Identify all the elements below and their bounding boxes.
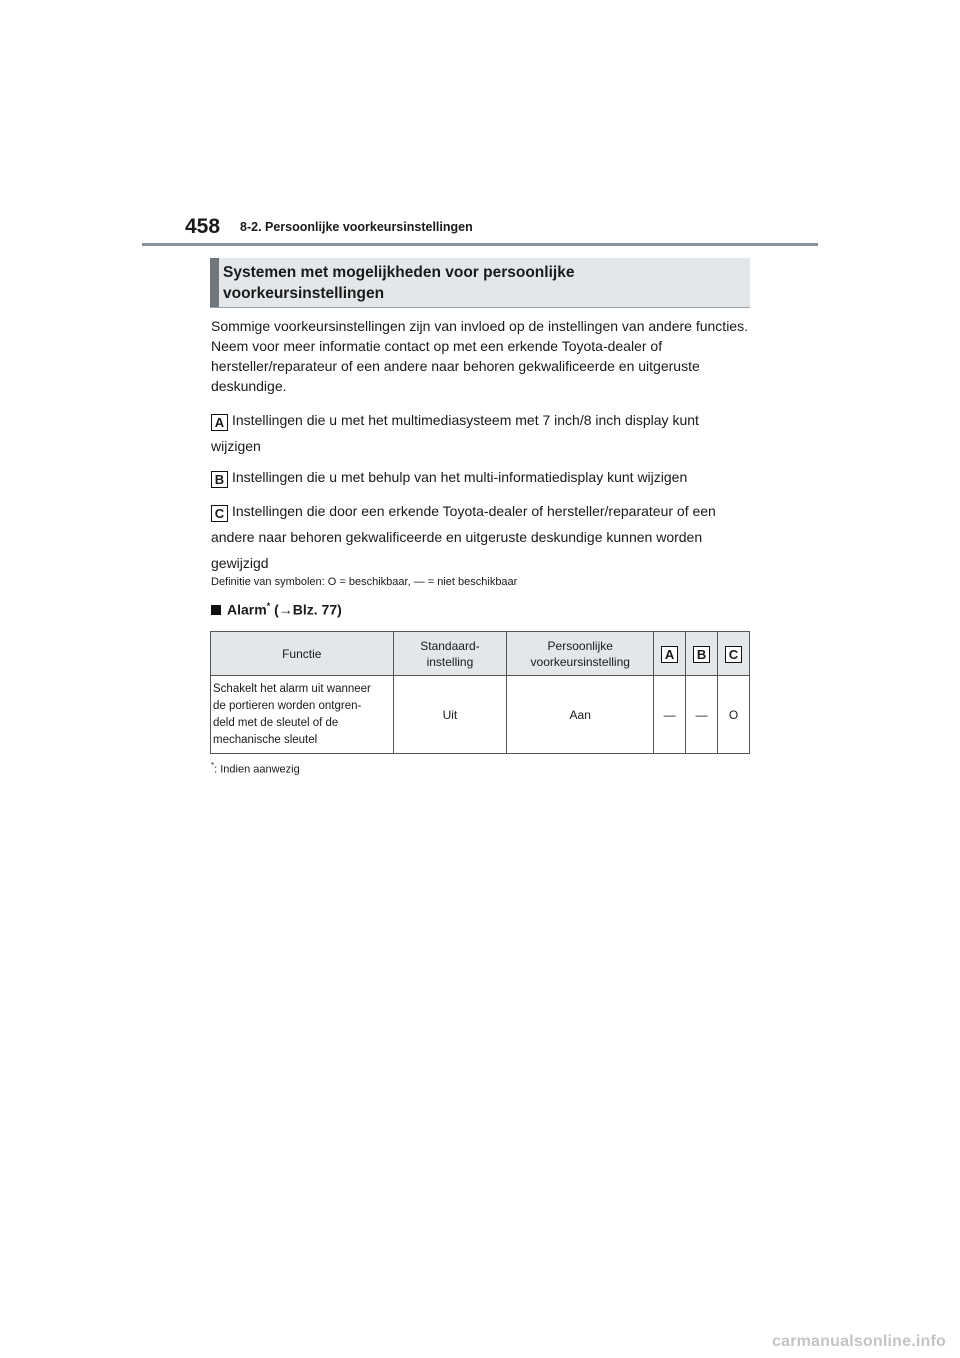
function-line: mechanische sleutel (213, 733, 318, 746)
intro-paragraph: Sommige voorkeursinstellingen zijn van invloed op de instellingen van andere functies. Neem voor meer informatie contact op met een erkende Toyota-dealer of hersteller/reparateur of een andere naar behoren gekwalificeerde en uitgeruste deskundige. (211, 318, 748, 394)
cell-function (211, 676, 394, 754)
col-header-function: Functie (211, 632, 394, 676)
footnote-mark: * (211, 761, 215, 770)
settings-table (210, 631, 750, 754)
footnote (211, 761, 300, 776)
table-row (211, 676, 750, 754)
section-reference: 8-2. Persoonlijke voorkeursinstellingen (240, 220, 473, 234)
heading-accent-bar (210, 258, 219, 307)
function-line: deld met de sleutel of de (213, 716, 339, 729)
section-heading (223, 262, 723, 304)
tag-b-header-icon: B (693, 646, 710, 663)
tag-a-icon: A (211, 414, 228, 431)
col-header-b (686, 632, 718, 676)
cell-a: — (654, 676, 686, 754)
legend-a (211, 407, 751, 459)
watermark: carmanualsonline.info (772, 1333, 947, 1350)
alarm-title: Alarm (227, 601, 267, 618)
symbol-definition: Definitie van symbolen: O = beschikbaar, — = niet beschikbaar (211, 576, 518, 588)
function-line: de portieren worden ontgren- (213, 699, 362, 712)
col-header-c (718, 632, 750, 676)
legend-b-text: Instellingen die u met behulp van het multi-informatiedisplay kunt wijzigen (232, 469, 688, 485)
page-number: 458 (185, 215, 221, 238)
legend-c (211, 498, 751, 576)
legend-a-text: Instellingen die u met het multimediasysteem met 7 inch/8 inch display kunt wijzigen (211, 412, 699, 454)
col-header-a (654, 632, 686, 676)
cell-c: O (718, 676, 750, 754)
function-line: Schakelt het alarm uit wanneer (213, 682, 371, 695)
cell-default: Uit (393, 676, 507, 754)
section-heading-box (210, 258, 750, 308)
alarm-subheading (211, 601, 342, 618)
default-line-1: Standaard- (420, 638, 480, 653)
legend-c-text: Instellingen die door een erkende Toyota-dealer of hersteller/reparateur of een andere naar behoren gekwalificeerde en uitgeruste deskundige kunnen worden gewijzigd (211, 503, 716, 571)
footnote-text: : Indien aanwezig (214, 763, 300, 776)
tag-c-icon: C (211, 505, 228, 522)
cell-custom: Aan (507, 676, 654, 754)
col-header-default (393, 632, 507, 676)
header-rule (142, 243, 818, 246)
col-header-custom (507, 632, 654, 676)
alarm-page-link[interactable]: (→Blz. 77) (270, 601, 342, 618)
custom-line-1: Persoonlijke (547, 638, 613, 653)
custom-line-2: voorkeursinstelling (530, 654, 630, 669)
heading-line-1: Systemen met mogelijkheden voor persoonlijke (223, 264, 575, 281)
cell-b: — (686, 676, 718, 754)
tag-b-icon: B (211, 471, 228, 488)
square-bullet-icon (211, 605, 221, 615)
tag-c-header-icon: C (725, 646, 742, 663)
alarm-asterisk: * (266, 601, 271, 611)
heading-line-2: voorkeursinstellingen (223, 285, 385, 302)
legend-b (211, 464, 751, 490)
default-line-2: instelling (426, 654, 474, 669)
tag-a-header-icon: A (661, 646, 678, 663)
table-header-row (211, 632, 750, 676)
